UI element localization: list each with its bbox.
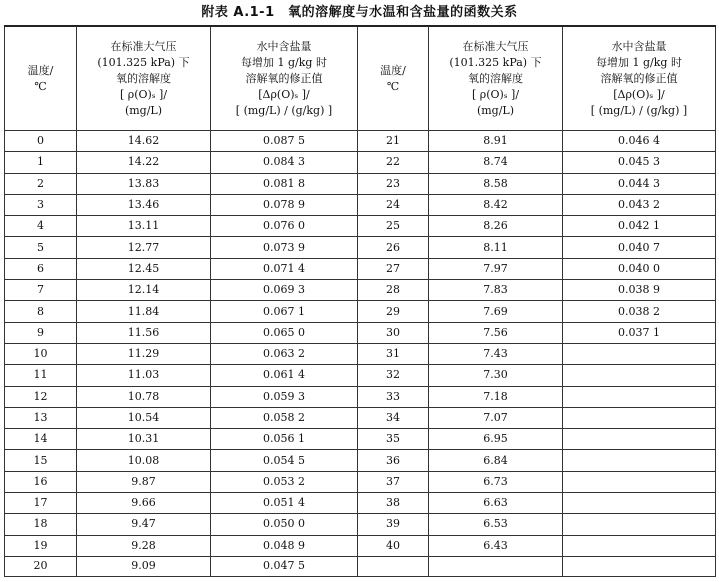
correction-cell: 0.043 2 [563,194,716,215]
solubility-cell: 14.22 [77,152,211,173]
temp-cell: 0 [5,131,77,152]
solubility-cell: 9.47 [77,514,211,535]
correction-cell: 0.045 3 [563,152,716,173]
temp-cell: 15 [5,450,77,471]
header-solubility-line: (101.325 kPa) 下 [449,55,542,69]
temp-cell: 38 [358,493,429,514]
table-row [5,152,716,173]
solubility-cell: 6.53 [429,514,563,535]
temp-cell: 26 [358,237,429,258]
solubility-cell: 8.58 [429,173,563,194]
table-row [5,131,716,152]
temp-cell: 32 [358,365,429,386]
header-correction-line: 每增加 1 g/kg 时 [241,55,327,69]
solubility-cell: 13.83 [77,173,211,194]
correction-cell: 0.061 4 [211,365,358,386]
correction-cell [563,450,716,471]
correction-cell: 0.046 4 [563,131,716,152]
solubility-cell: 7.43 [429,343,563,364]
solubility-cell: 14.62 [77,131,211,152]
temp-cell: 36 [358,450,429,471]
correction-cell: 0.047 5 [211,556,358,576]
header-correction-line: [Δρ(O)ₛ ]/ [613,87,665,101]
table-title: 附表 A.1-1 氧的溶解度与水温和含盐量的函数关系 [201,5,518,20]
solubility-cell: 10.31 [77,429,211,450]
temp-cell: 16 [5,471,77,492]
temp-cell: 7 [5,280,77,301]
solubility-cell: 9.28 [77,535,211,556]
correction-cell: 0.042 1 [563,216,716,237]
correction-cell: 0.038 2 [563,301,716,322]
correction-cell: 0.084 3 [211,152,358,173]
header-solubility-line: 氧的溶解度 [116,71,171,85]
solubility-cell: 11.84 [77,301,211,322]
solubility-cell: 8.11 [429,237,563,258]
solubility-cell: 9.66 [77,493,211,514]
correction-cell: 0.056 1 [211,429,358,450]
table-row [5,365,716,386]
correction-cell: 0.037 1 [563,322,716,343]
correction-cell: 0.040 0 [563,258,716,279]
table-row [5,429,716,450]
solubility-cell: 11.56 [77,322,211,343]
solubility-cell: 7.30 [429,365,563,386]
correction-cell [563,386,716,407]
correction-cell: 0.059 3 [211,386,358,407]
table-row [5,280,716,301]
correction-cell: 0.058 2 [211,407,358,428]
temp-cell: 29 [358,301,429,322]
header-correction-line: 水中含盐量 [611,39,667,53]
solubility-cell: 11.03 [77,365,211,386]
oxygen-solubility-table [4,25,716,577]
temp-cell: 39 [358,514,429,535]
table-body [5,131,716,577]
header-correction [211,26,358,131]
table-row [5,386,716,407]
temp-cell: 14 [5,429,77,450]
correction-cell: 0.048 9 [211,535,358,556]
header-row [5,26,716,131]
temp-cell: 10 [5,343,77,364]
header-solubility-line: [ ρ(O)ₛ ]/ [119,87,168,101]
header-solubility-line: 氧的溶解度 [468,71,523,85]
temp-cell: 11 [5,365,77,386]
temp-cell: 37 [358,471,429,492]
correction-cell: 0.040 7 [563,237,716,258]
solubility-cell: 6.43 [429,535,563,556]
header-solubility-line: 在标准大气压 [462,39,529,53]
temp-cell: 9 [5,322,77,343]
solubility-cell: 10.78 [77,386,211,407]
temp-cell: 31 [358,343,429,364]
header-correction-line: 溶解氧的修正值 [245,71,323,85]
solubility-cell: 7.07 [429,407,563,428]
temp-cell: 18 [5,514,77,535]
solubility-cell: 13.46 [77,194,211,215]
solubility-cell: 11.29 [77,343,211,364]
temp-cell: 2 [5,173,77,194]
temp-cell: 13 [5,407,77,428]
header-temp-line: ℃ [34,79,47,93]
correction-cell: 0.069 3 [211,280,358,301]
solubility-cell: 7.56 [429,322,563,343]
correction-cell: 0.087 5 [211,131,358,152]
correction-cell [563,429,716,450]
table-row [5,407,716,428]
temp-cell: 35 [358,429,429,450]
table-row [5,450,716,471]
solubility-cell: 10.08 [77,450,211,471]
correction-cell [563,365,716,386]
temp-cell: 12 [5,386,77,407]
header-correction-line: [ (mg/L) / (g/kg) ] [235,103,333,117]
temp-cell: 20 [5,556,77,576]
temp-cell [358,556,429,576]
header-correction-line: [ (mg/L) / (g/kg) ] [590,103,688,117]
temp-cell: 30 [358,322,429,343]
solubility-cell: 12.45 [77,258,211,279]
temp-cell: 40 [358,535,429,556]
temp-cell: 19 [5,535,77,556]
correction-cell: 0.065 0 [211,322,358,343]
correction-cell: 0.054 5 [211,450,358,471]
solubility-cell: 7.97 [429,258,563,279]
header-solubility-line: (101.325 kPa) 下 [97,55,190,69]
header-solubility-line: 在标准大气压 [110,39,177,53]
temp-cell: 8 [5,301,77,322]
header-solubility-line: (mg/L) [124,103,163,117]
table-row [5,237,716,258]
header-solubility [429,26,563,131]
correction-cell [563,535,716,556]
temp-cell: 17 [5,493,77,514]
solubility-cell: 6.63 [429,493,563,514]
table-row [5,194,716,215]
solubility-cell: 9.09 [77,556,211,576]
header-temp [5,26,77,131]
correction-cell: 0.073 9 [211,237,358,258]
header-correction-line: 溶解氧的修正值 [600,71,678,85]
correction-cell [563,407,716,428]
header-solubility [77,26,211,131]
header-temp [358,26,429,131]
correction-cell: 0.078 9 [211,194,358,215]
solubility-cell: 8.74 [429,152,563,173]
correction-cell [563,493,716,514]
header-correction-line: [Δρ(O)ₛ ]/ [258,87,310,101]
temp-cell: 4 [5,216,77,237]
solubility-cell: 12.14 [77,280,211,301]
temp-cell: 25 [358,216,429,237]
solubility-cell: 7.18 [429,386,563,407]
table-row [5,301,716,322]
table-row [5,493,716,514]
correction-cell: 0.044 3 [563,173,716,194]
correction-cell: 0.076 0 [211,216,358,237]
header-correction-line: 每增加 1 g/kg 时 [596,55,682,69]
table-row [5,322,716,343]
header-temp-line: ℃ [386,79,400,93]
temp-cell: 24 [358,194,429,215]
table-row [5,216,716,237]
temp-cell: 27 [358,258,429,279]
solubility-cell: 6.84 [429,450,563,471]
solubility-cell: 6.73 [429,471,563,492]
solubility-cell: 10.54 [77,407,211,428]
header-correction-line: 水中含盐量 [256,39,312,53]
correction-cell: 0.050 0 [211,514,358,535]
temp-cell: 6 [5,258,77,279]
correction-cell: 0.071 4 [211,258,358,279]
temp-cell: 23 [358,173,429,194]
correction-cell: 0.067 1 [211,301,358,322]
solubility-cell: 9.87 [77,471,211,492]
temp-cell: 3 [5,194,77,215]
solubility-cell: 13.11 [77,216,211,237]
table-row [5,535,716,556]
solubility-cell: 12.77 [77,237,211,258]
header-solubility-line: (mg/L) [476,103,515,117]
solubility-cell: 7.69 [429,301,563,322]
correction-cell [563,343,716,364]
correction-cell: 0.053 2 [211,471,358,492]
correction-cell [563,471,716,492]
temp-cell: 5 [5,237,77,258]
header-solubility-line: [ ρ(O)ₛ ]/ [471,87,520,101]
header-temp-line: 温度/ [380,63,406,77]
temp-cell: 33 [358,386,429,407]
header-correction [563,26,716,131]
correction-cell: 0.063 2 [211,343,358,364]
temp-cell: 22 [358,152,429,173]
temp-cell: 28 [358,280,429,301]
table-row [5,514,716,535]
temp-cell: 34 [358,407,429,428]
correction-cell: 0.051 4 [211,493,358,514]
table-row [5,556,716,576]
solubility-cell [429,556,563,576]
temp-cell: 21 [358,131,429,152]
header-temp-line: 温度/ [27,63,54,77]
temp-cell: 1 [5,152,77,173]
correction-cell: 0.038 9 [563,280,716,301]
solubility-cell: 7.83 [429,280,563,301]
table-row [5,471,716,492]
table-row [5,343,716,364]
solubility-cell: 8.91 [429,131,563,152]
correction-cell [563,514,716,535]
table-row [5,258,716,279]
solubility-cell: 8.42 [429,194,563,215]
solubility-cell: 8.26 [429,216,563,237]
correction-cell [563,556,716,576]
solubility-cell: 6.95 [429,429,563,450]
correction-cell: 0.081 8 [211,173,358,194]
table-row [5,173,716,194]
